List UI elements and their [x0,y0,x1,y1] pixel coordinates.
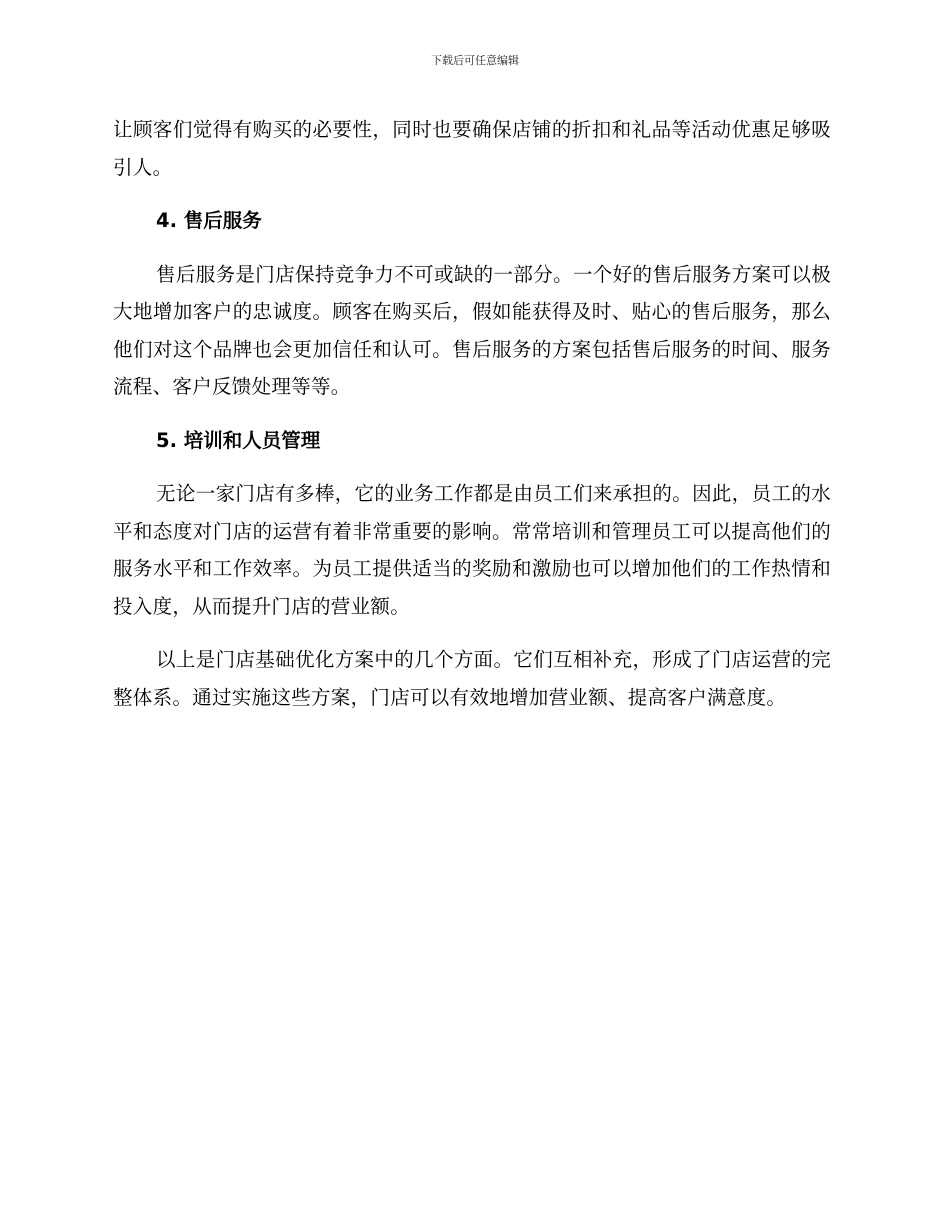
section-5-paragraph: 无论一家门店有多棒，它的业务工作都是由员工们来承担的。因此，员工的水平和态度对门店的运营有着非常重要的影响。常常培训和管理员工可以提高他们的服务水平和工作效率。为员工提供适当的奖励和激励也可以增加他们的工作热情和投入度，从而提升门店的营业额。 [113,482,831,618]
section-4-paragraph: 售后服务是门店保持竞争力不可或缺的一部分。一个好的售后服务方案可以极大地增加客户的忠诚度。顾客在购买后，假如能获得及时、贴心的售后服务，那么他们对这个品牌也会更加信任和认可。售后服务的方案包括售后服务的时间、服务流程、客户反馈处理等等。 [113,262,831,398]
section-4-heading: 4. 售后服务 [156,209,262,232]
conclusion-paragraph: 以上是门店基础优化方案中的几个方面。它们互相补充，形成了门店运营的完整体系。通过实施这些方案，门店可以有效地增加营业额、提高客户满意度。 [113,648,831,709]
section-5-heading: 5. 培训和人员管理 [156,428,321,452]
page-header: 下载后可任意编辑 [431,54,519,67]
document-body [113,111,831,716]
intro-continuation-paragraph: 让顾客们觉得有购买的必要性，同时也要确保店铺的折扣和礼品等活动优惠足够吸引人。 [113,118,831,179]
